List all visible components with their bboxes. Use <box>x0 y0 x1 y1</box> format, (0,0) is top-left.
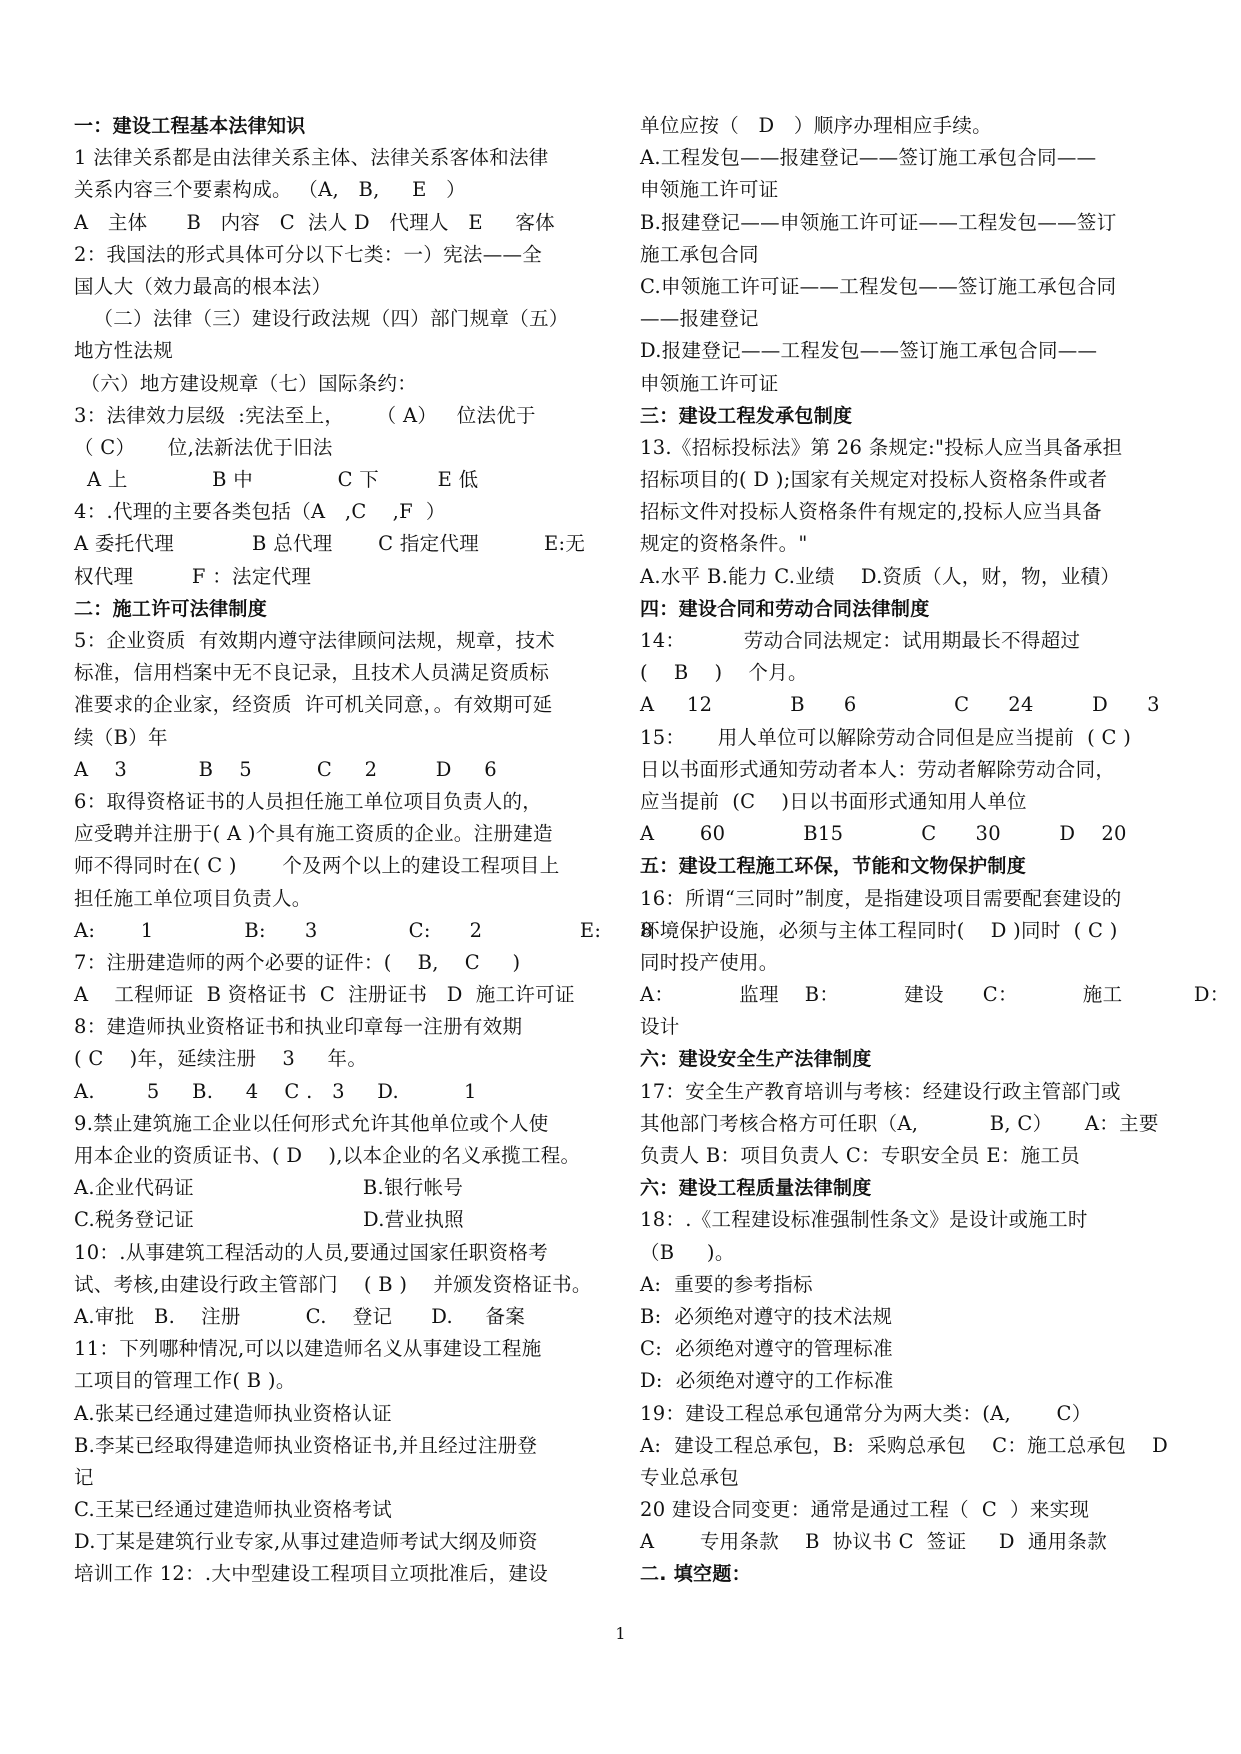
text-line: 记 <box>74 1465 94 1489</box>
section-heading: 五：建设工程施工环保，节能和文物保护制度 <box>640 855 1027 878</box>
text-line: D: 必须绝对遵守的工作标准 <box>640 1369 894 1393</box>
text-line: 设计 <box>640 1015 680 1039</box>
text-line: ——报建登记 <box>640 307 759 331</box>
text-line: A 60 B15 C 30 D 20 <box>640 822 1127 846</box>
text-line: 关系内容三个要素构成。 （A, B, E ） <box>74 178 466 202</box>
text-line: 15： 用人单位可以解除劳动合同但是应当提前 ( C ) <box>640 725 1132 749</box>
text-line: A 3 B 5 C 2 D 6 <box>74 757 497 781</box>
text-line: B.李某已经取得建造师执业资格证书,并且经过注册登 <box>74 1433 538 1457</box>
section-heading: 三：建设工程发承包制度 <box>640 404 853 427</box>
text-line: D.报建登记——工程发包——签订施工承包合同—— <box>640 339 1098 363</box>
text-line: A 上 B 中 C 下 E 低 <box>74 468 479 492</box>
text-line: 18：.《工程建设标准强制性条文》是设计或施工时 <box>640 1208 1088 1232</box>
section-heading: 二. 填空题： <box>640 1563 751 1586</box>
text-line: 日以书面形式通知劳动者本人：劳动者解除劳动合同， <box>640 757 1116 781</box>
text-line: 单位应按（ D ）顺序办理相应手续。 <box>640 114 992 137</box>
text-line: 招标文件对投标人资格条件有规定的,投标人应当具备 <box>640 500 1102 524</box>
text-line: 工项目的管理工作( B )。 <box>74 1369 296 1393</box>
text-line: B.报建登记——申领施工许可证——工程发包——签订 <box>640 210 1117 234</box>
text-line: 负责人 B：项目负责人 C：专职安全员 E：施工员 <box>640 1144 1081 1167</box>
text-line: 环境保护设施，必须与主体工程同时( D )同时 ( C ) <box>640 918 1118 942</box>
text-line: 4：.代理的主要各类包括（A ,C ,F ） <box>74 500 446 524</box>
text-line: 应受聘并注册于( A )个具有施工资质的企业。注册建造 <box>74 822 553 846</box>
text-line: 16：所谓“三同时”制度，是指建设项目需要配套建设的 <box>640 886 1122 910</box>
text-line: 担任施工单位项目负责人。 <box>74 886 312 910</box>
text-line: A 12 B 6 C 24 D 3 <box>640 693 1160 717</box>
text-line: 地方性法规 <box>74 339 174 363</box>
text-line: A. 5 B. 4 C . 3 D. 1 <box>74 1079 477 1103</box>
text-line: 培训工作 12：.大中型建设工程项目立项批准后，建设 <box>74 1562 549 1586</box>
text-line: A： 监理 B： 建设 C： 施工 D： <box>640 983 1230 1007</box>
text-line: D.丁某是建筑行业专家,从事过建造师考试大纲及师资 <box>74 1530 538 1554</box>
text-line: 准要求的企业家，经资质 许可机关同意，。有效期可延 <box>74 693 553 717</box>
text-line: 20 建设合同变更：通常是通过工程（ C ）来实现 <box>640 1498 1090 1522</box>
text-line: C.王某已经通过建造师执业资格考试 <box>74 1498 393 1522</box>
text-line: 专业总承包 <box>640 1465 740 1489</box>
text-line: 同时投产使用。 <box>640 950 779 974</box>
text-line: 应当提前 (C )日以书面形式通知用人单位 <box>640 789 1027 813</box>
text-line: A 主体 B 内容 C 法人 D 代理人 E 客体 <box>74 210 555 234</box>
text-line: 1 法律关系都是由法律关系主体、法律关系客体和法律 <box>74 146 549 170</box>
text-line: 2：我国法的形式具体可分以下七类：一）宪法——全 <box>74 242 543 266</box>
section-heading: 六：建设工程质量法律制度 <box>640 1177 872 1200</box>
text-line: A.水平 B.能力 C.业绩 D.资质（人，财，物，业積） <box>640 564 1121 588</box>
text-line: A 委托代理 B 总代理 C 指定代理 E:无 <box>74 532 586 556</box>
text-line: 其他部门考核合格方可任职（A, B, C） A：主要 <box>640 1111 1159 1135</box>
text-line: A.审批 B. 注册 C. 登记 D. 备案 <box>74 1304 526 1328</box>
text-line: （二）法律（三）建设行政法规（四）部门规章（五） <box>74 307 569 331</box>
text-line: 6：取得资格证书的人员担任施工单位项目负责人的， <box>74 789 543 813</box>
text-line: 10：.从事建筑工程活动的人员,要通过国家任职资格考 <box>74 1240 549 1264</box>
text-line: C.税务登记证 D.营业执照 <box>74 1208 464 1232</box>
text-line: 8：建造师执业资格证书和执业印章每一注册有效期 <box>74 1015 523 1039</box>
page-number: 1 <box>615 1624 626 1643</box>
text-line: A.工程发包——报建登记——签订施工承包合同—— <box>640 146 1097 170</box>
text-line: 用本企业的资质证书、( D ),以本企业的名义承揽工程。 <box>74 1144 581 1167</box>
text-line: 19：建设工程总承包通常分为两大类：(A, C） <box>640 1401 1092 1425</box>
text-line: ( B ) 个月。 <box>640 661 808 685</box>
text-line: 师不得同时在( C ) 个及两个以上的建设工程项目上 <box>74 854 560 878</box>
text-line: A 工程师证 B 资格证书 C 注册证书 D 施工许可证 <box>74 983 575 1007</box>
text-line: 9.禁止建筑施工企业以任何形式允许其他单位或个人使 <box>74 1111 549 1135</box>
text-line: 5：企业资质 有效期内遵守法律顾问法规，规章，技术 <box>74 629 556 652</box>
text-line: 招标项目的( D );国家有关规定对投标人资格条件或者 <box>640 468 1108 492</box>
text-line: 3：法律效力层级 :宪法至上， （ A） 位法优于 <box>74 403 536 427</box>
text-line: （六）地方建设规章（七）国际条约： <box>74 371 418 395</box>
text-line: 17：安全生产教育培训与考核：经建设行政主管部门或 <box>640 1079 1121 1103</box>
text-line: A.张某已经通过建造师执业资格认证 <box>74 1401 392 1425</box>
section-heading: 四：建设合同和劳动合同法律制度 <box>640 597 930 620</box>
text-line: 申领施工许可证 <box>640 178 779 202</box>
text-line: 11：下列哪种情况,可以以建造师名义从事建设工程施 <box>74 1337 542 1361</box>
section-heading: 二：施工许可法律制度 <box>74 597 268 620</box>
text-line: 续（B）年 <box>74 725 168 749</box>
text-line: 13.《招标投标法》第 26 条规定:"投标人应当具备承担 <box>640 435 1123 459</box>
text-line: 规定的资格条件。" <box>640 532 808 556</box>
text-line: 申领施工许可证 <box>640 371 779 395</box>
section-heading: 一：建设工程基本法律知识 <box>74 115 306 137</box>
text-line: 国人大（效力最高的根本法） <box>74 274 332 298</box>
text-line: （B )。 <box>640 1240 735 1264</box>
text-line: C.申领施工许可证——工程发包——签订施工承包合同 <box>640 274 1117 298</box>
text-line: A: 重要的参考指标 <box>640 1272 813 1296</box>
text-line: 7：注册建造师的两个必要的证件：( B, C ) <box>74 950 521 974</box>
text-line: 14： 劳动合同法规定：试用期最长不得超过 <box>640 629 1081 652</box>
text-line: 权代理 F ：法定代理 <box>74 564 312 588</box>
left-column <box>74 110 653 1591</box>
text-line: A: 建设工程总承包，B: 采购总承包 C：施工总承包 D <box>640 1433 1169 1457</box>
text-line: （ C） 位,法新法优于旧法 <box>74 435 333 459</box>
text-line: A.企业代码证 B.银行帐号 <box>74 1176 464 1200</box>
text-line: C: 必须绝对遵守的管理标准 <box>640 1337 893 1361</box>
text-line: A 专用条款 B 协议书 C 签证 D 通用条款 <box>640 1530 1108 1554</box>
text-line: 标准，信用档案中无不良记录，且技术人员满足资质标 <box>74 661 550 685</box>
right-column <box>640 110 1230 1591</box>
text-line: B: 必须绝对遵守的技术法规 <box>640 1304 893 1328</box>
text-line: 施工承包合同 <box>640 242 759 266</box>
text-line: ( C )年，延续注册 3 年。 <box>74 1047 368 1071</box>
text-line: A: 1 B: 3 C: 2 E: 8 <box>74 918 653 942</box>
section-heading: 六：建设安全生产法律制度 <box>640 1048 872 1071</box>
text-line: 试、考核,由建设行政主管部门 ( B ) 并颁发资格证书。 <box>74 1272 592 1296</box>
